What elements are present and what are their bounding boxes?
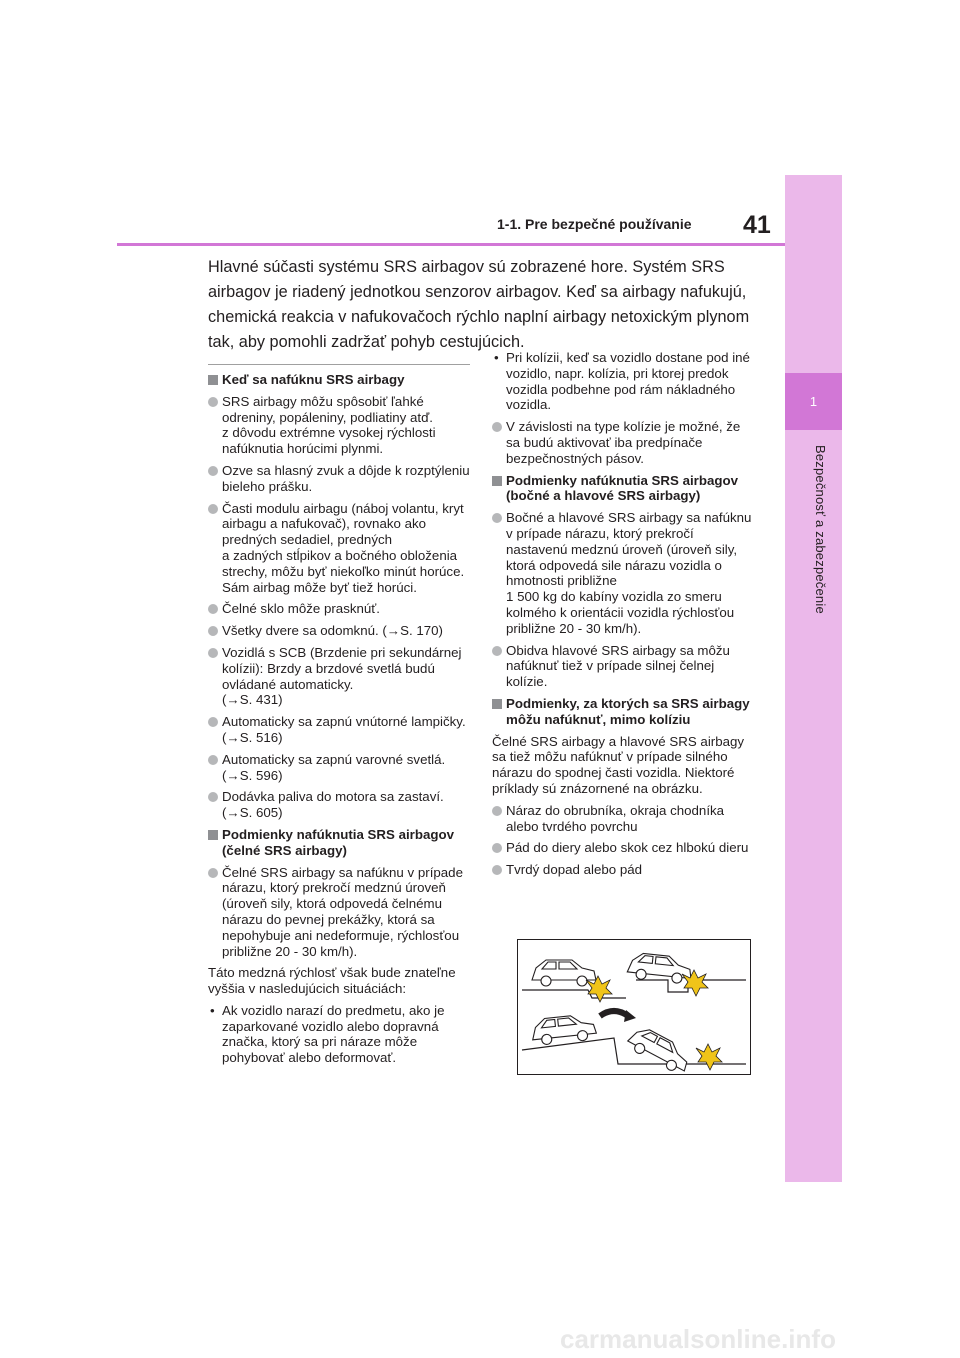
list-item: Pád do diery alebo skok cez hlbokú dieru: [492, 840, 758, 856]
collision-illustration: [517, 939, 751, 1075]
subheading: Podmienky nafúknutia SRS airbagov (čelné SRS airbagy): [208, 827, 470, 859]
list-item: Obidva hlavové SRS airbagy sa môžu nafúknuť tiež v prípade silnej čelnej kolízie.: [492, 643, 758, 690]
left-column: [208, 364, 470, 1072]
list-item: Tvrdý dopad alebo pád: [492, 862, 758, 878]
list-item: Dodávka paliva do motora sa zastaví. (→S. 605): [208, 789, 470, 821]
paragraph: Táto medzná rýchlosť však bude znateľne vyššia v nasledujúcich situáciách:: [208, 965, 456, 997]
header-rule: [117, 243, 785, 246]
list-item: V závislosti na type kolízie je možné, že sa budú aktivovať iba predpínače bezpečnostných pásov.: [492, 419, 758, 466]
list-item: Časti modulu airbagu (náboj volantu, kryt airbagu a nafukovač), rovnako ako predných sedadiel, predných a zadných stĺpikov a bočného obloženia strechy, môžu byť niekoľko minút horúce. Sám airbag môže byť tiež horúci.: [208, 501, 470, 596]
list-item: Náraz do obrubníka, okraja chodníka alebo tvrdého povrchu: [492, 803, 758, 835]
list-item: Automaticky sa zapnú vnútorné lampičky. (→S. 516): [208, 714, 470, 746]
list-item: Bočné a hlavové SRS airbagy sa nafúknu v prípade nárazu, ktorý prekročí nastavenú medznú úroveň (úroveň sily, ktorá odpovedá sile nárazu vozidla o hmotnosti približne 1 500 kg do kabíny vozidla zo smeru kolmého k orientácii vozidla rýchlosťou približne 20 - 30 km/h).: [492, 510, 758, 636]
section-divider: [208, 364, 470, 365]
motion-arrow-icon: [600, 1011, 628, 1016]
subheading: Keď sa nafúknu SRS airbagy: [208, 372, 470, 388]
list-item: Všetky dvere sa odomknú. (→S. 170): [208, 623, 470, 639]
paragraph: Čelné SRS airbagy a hlavové SRS airbagy sa tiež môžu nafúknuť v prípade silného nárazu do spodnej časti vozidla. Niektoré príklady sú znázornené na obrázku.: [492, 733, 745, 796]
list-item: Automaticky sa zapnú varovné svetlá. (→S. 596): [208, 752, 470, 784]
page-number: 41: [743, 211, 771, 239]
right-column: [492, 350, 758, 884]
intro-paragraph: Hlavné súčasti systému SRS airbagov sú zobrazené hore. Systém SRS airbagov je riadený jednotkou senzorov airbagov. Keď sa airbagy nafukujú, chemická reakcia v nafukovačoch rýchlo naplní airbagy netoxickým plynom tak, aby pomohli zadržať pohyb cestujúcich.: [208, 258, 750, 351]
subheading: Podmienky nafúknutia SRS airbagov (bočné a hlavové SRS airbagy): [492, 473, 758, 505]
car-icon: [532, 960, 596, 986]
impact-burst-icon: [696, 1044, 722, 1070]
chapter-title: Bezpečnosť a zabezpečenie: [813, 445, 828, 614]
list-item: Čelné SRS airbagy sa nafúknu v prípade nárazu, ktorý prekročí medznú úroveň (úroveň sily, ktorá odpovedá čelnému nárazu do pevnej prekážky, ktorá sa nepohybuje ani nedeformuje, rýchlosťou približne 20 - 30 km/h).: [208, 865, 470, 960]
section-title: 1-1. Pre bezpečné používanie: [497, 216, 692, 232]
chapter-number-tab: [785, 373, 842, 430]
watermark: carmanualsonline.info: [560, 1324, 836, 1354]
car-collision-drawing: [518, 940, 750, 1074]
chapter-number: 1: [809, 394, 818, 409]
list-item: • Pri kolízii, keď sa vozidlo dostane pod iné vozidlo, napr. kolízia, pri ktorej predok vozidla podbehne pod rám nákladného vozidla.: [492, 350, 758, 413]
list-item: • Ak vozidlo narazí do predmetu, ako je zaparkované vozidlo alebo dopravná značka, ktorý sa pri náraze môže pohybovať alebo deformovať.: [208, 1003, 470, 1066]
list-item: SRS airbagy môžu spôsobiť ľahké odreniny, popáleniny, podliatiny atď. z dôvodu extrémne vysokej rýchlosti nafúknutia horúcimi plynmi.: [208, 394, 470, 457]
list-item: Čelné sklo môže prasknúť.: [208, 601, 470, 617]
list-item: Vozidlá s SCB (Brzdenie pri sekundárnej kolízii): Brzdy a brzdové svetlá budú ovládané automaticky. (→S. 431): [208, 645, 470, 708]
list-item: Ozve sa hlasný zvuk a dôjde k rozptýleniu bieleho prášku.: [208, 463, 470, 495]
car-icon: [625, 1023, 694, 1074]
chapter-tab-top: [785, 175, 842, 373]
subheading: Podmienky, za ktorých sa SRS airbagy môžu nafúknuť, mimo kolíziu: [492, 696, 758, 728]
